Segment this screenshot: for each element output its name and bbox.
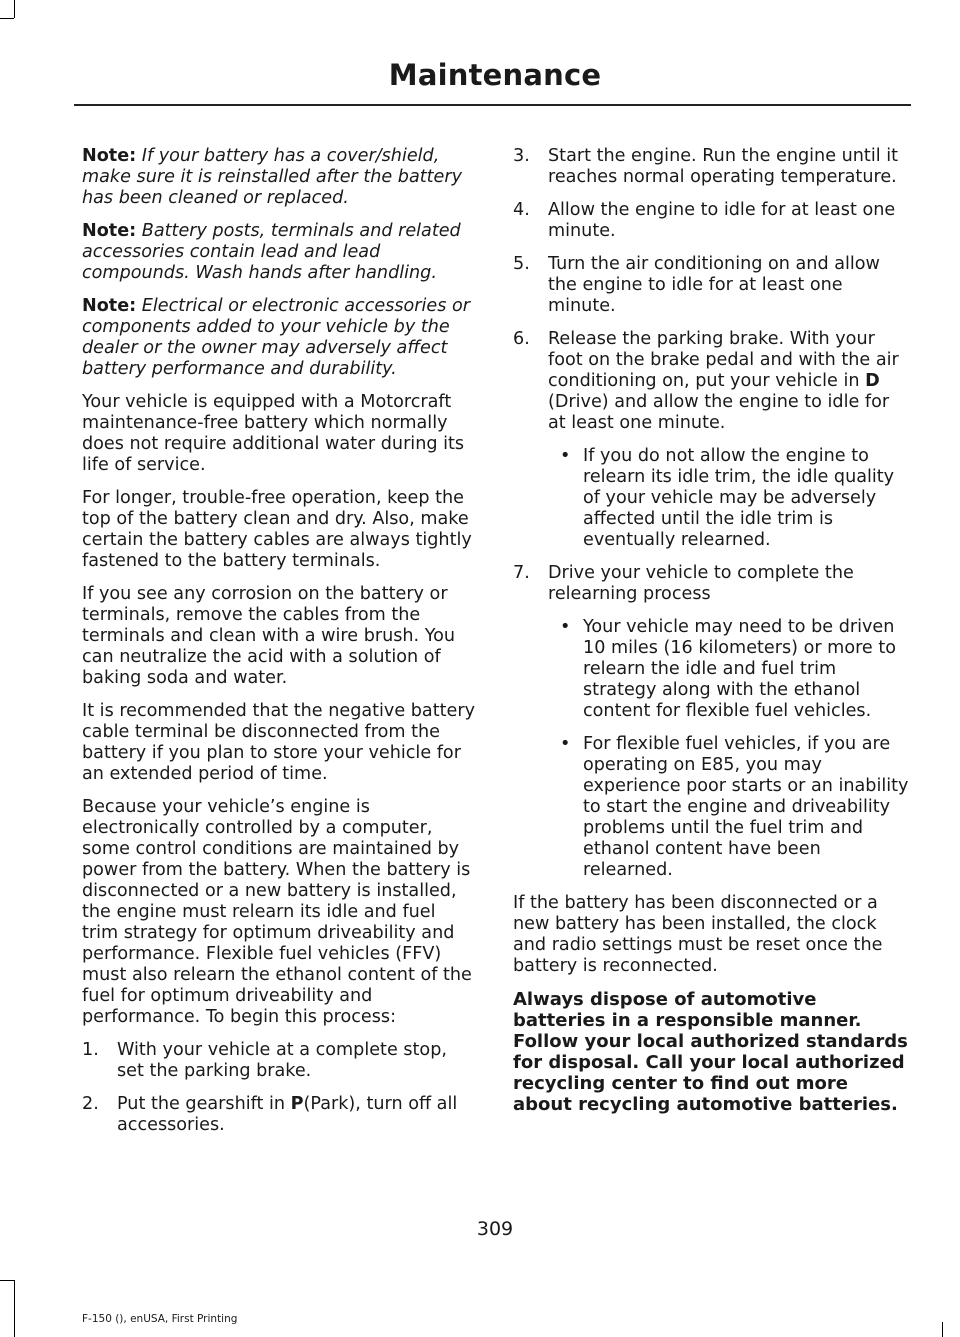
step-4 (513, 200, 909, 242)
crop-mark-top-left (14, 0, 15, 18)
step-7-bullets (548, 617, 909, 881)
page-title: Maintenance (388, 58, 602, 92)
note-cover-shield (82, 146, 476, 209)
gear-park-label: P (290, 1094, 304, 1114)
edition-footer: F-150 (), enUSA, First Printing (82, 1313, 238, 1325)
page-number: 309 (476, 1218, 514, 1240)
bullet-e85 (548, 734, 909, 881)
step-number: 4. (513, 200, 530, 220)
crop-mark-bottom-left (14, 1280, 15, 1337)
crop-mark-bottom-left-horizontal (0, 1280, 14, 1281)
paragraph-corrosion: If you see any corrosion on the battery or terminals, remove the cables from the terminals and clean with a wire brush. You can neutralize the acid with a solution of baking soda and water. (82, 584, 456, 688)
paragraph-relearn: Because your vehicle’s engine is electronically controlled by a computer, some control conditions are maintained by power from the battery. When the battery is disconnected or a new battery is installed, the engine must relearn its idle and fuel trim strategy for optimum driveability and performance. Flexible fuel vehicles (FFV) must also relearn the ethanol content of the fuel for optimum driveability and performance. To begin this process: (82, 797, 472, 1027)
header-divider (74, 104, 911, 106)
note-text: If your battery has a cover/shield, make sure it is reinstalled after the battery has been cleaned or replaced. (82, 146, 463, 208)
note-accessories (82, 296, 476, 380)
step-number: 6. (513, 329, 530, 349)
paragraph-trouble-free: For longer, trouble-free operation, keep the top of the battery clean and dry. Also, make certain the battery cables are always tightly fastened to the battery terminals. (82, 488, 472, 571)
bullet-text: If you do not allow the engine to relearn its idle trim, the idle quality of your vehicle may be adversely affected until the idle trim is eventually relearned. (583, 446, 895, 550)
step-text: Allow the engine to idle for at least one minute. (548, 200, 896, 241)
step-number: 5. (513, 254, 530, 274)
step-text: With your vehicle at a complete stop, set the parking brake. (117, 1040, 447, 1081)
note-label: Note: (82, 221, 137, 241)
paragraph-storage: It is recommended that the negative battery cable terminal be disconnected from the battery if you plan to store your vehicle for an extended period of time. (82, 701, 475, 784)
right-column (513, 146, 909, 1127)
step-text: Drive your vehicle to complete the relearning process (548, 563, 854, 604)
note-lead-compounds (82, 221, 476, 284)
step-text: Turn the air conditioning on and allow the engine to idle for at least one minute. (548, 254, 880, 316)
note-text: Battery posts, terminals and related accessories contain lead and lead compounds. Wash hands after handling. (82, 221, 461, 283)
step-number: 1. (82, 1040, 99, 1060)
note-label: Note: (82, 296, 137, 316)
step-text-before: Release the parking brake. With your foot on the brake pedal and with the air conditioning on, put your vehicle in (548, 329, 899, 391)
step-6-bullets (548, 446, 909, 551)
bullet-driving-distance (548, 617, 909, 722)
bullet-glyph: • (560, 446, 571, 466)
step-2 (82, 1094, 476, 1136)
step-number: 2. (82, 1094, 99, 1114)
paragraph-reset-settings: If the battery has been disconnected or a new battery has been installed, the clock and radio settings must be reset once the battery is reconnected. (513, 893, 883, 976)
bullet-text: Your vehicle may need to be driven 10 miles (16 kilometers) or more to relearn the idle and fuel trim strategy along with the ethanol content for flexible fuel vehicles. (583, 617, 897, 721)
step-text-after: (Drive) and allow the engine to idle for at least one minute. (548, 392, 890, 433)
bullet-idle-trim (548, 446, 909, 551)
gear-drive-label: D (865, 371, 880, 391)
bullet-glyph: • (560, 617, 571, 637)
step-5 (513, 254, 909, 317)
disposal-warning: Always dispose of automotive batteries in a responsible manner. Follow your local authorized standards for disposal. Call your local authorized recycling center to find out more about recycling automotive batteries. (513, 989, 908, 1115)
step-number: 7. (513, 563, 530, 583)
crop-mark-bottom-right (942, 1322, 943, 1337)
step-text: Start the engine. Run the engine until it reaches normal operating temperature. (548, 146, 898, 187)
step-7 (513, 563, 909, 881)
crop-mark-top-left-horizontal (0, 18, 14, 19)
step-number: 3. (513, 146, 530, 166)
left-column (82, 146, 476, 1148)
note-label: Note: (82, 146, 137, 166)
step-6 (513, 329, 909, 551)
step-text-after: (Park), turn off all accessories. (117, 1094, 458, 1135)
paragraph-motorcraft: Your vehicle is equipped with a Motorcraft maintenance-free battery which normally does not require additional water during its life of service. (82, 392, 465, 475)
step-3 (513, 146, 909, 188)
step-text-before: Put the gearshift in (117, 1094, 291, 1114)
bullet-text: For flexible fuel vehicles, if you are operating on E85, you may experience poor starts or an inability to start the engine and driveability problems until the fuel trim and ethanol content have been relearned. (583, 734, 909, 880)
step-1 (82, 1040, 476, 1082)
note-text: Electrical or electronic accessories or components added to your vehicle by the dealer or the owner may adversely affect battery performance and durability. (82, 296, 471, 379)
bullet-glyph: • (560, 734, 571, 754)
